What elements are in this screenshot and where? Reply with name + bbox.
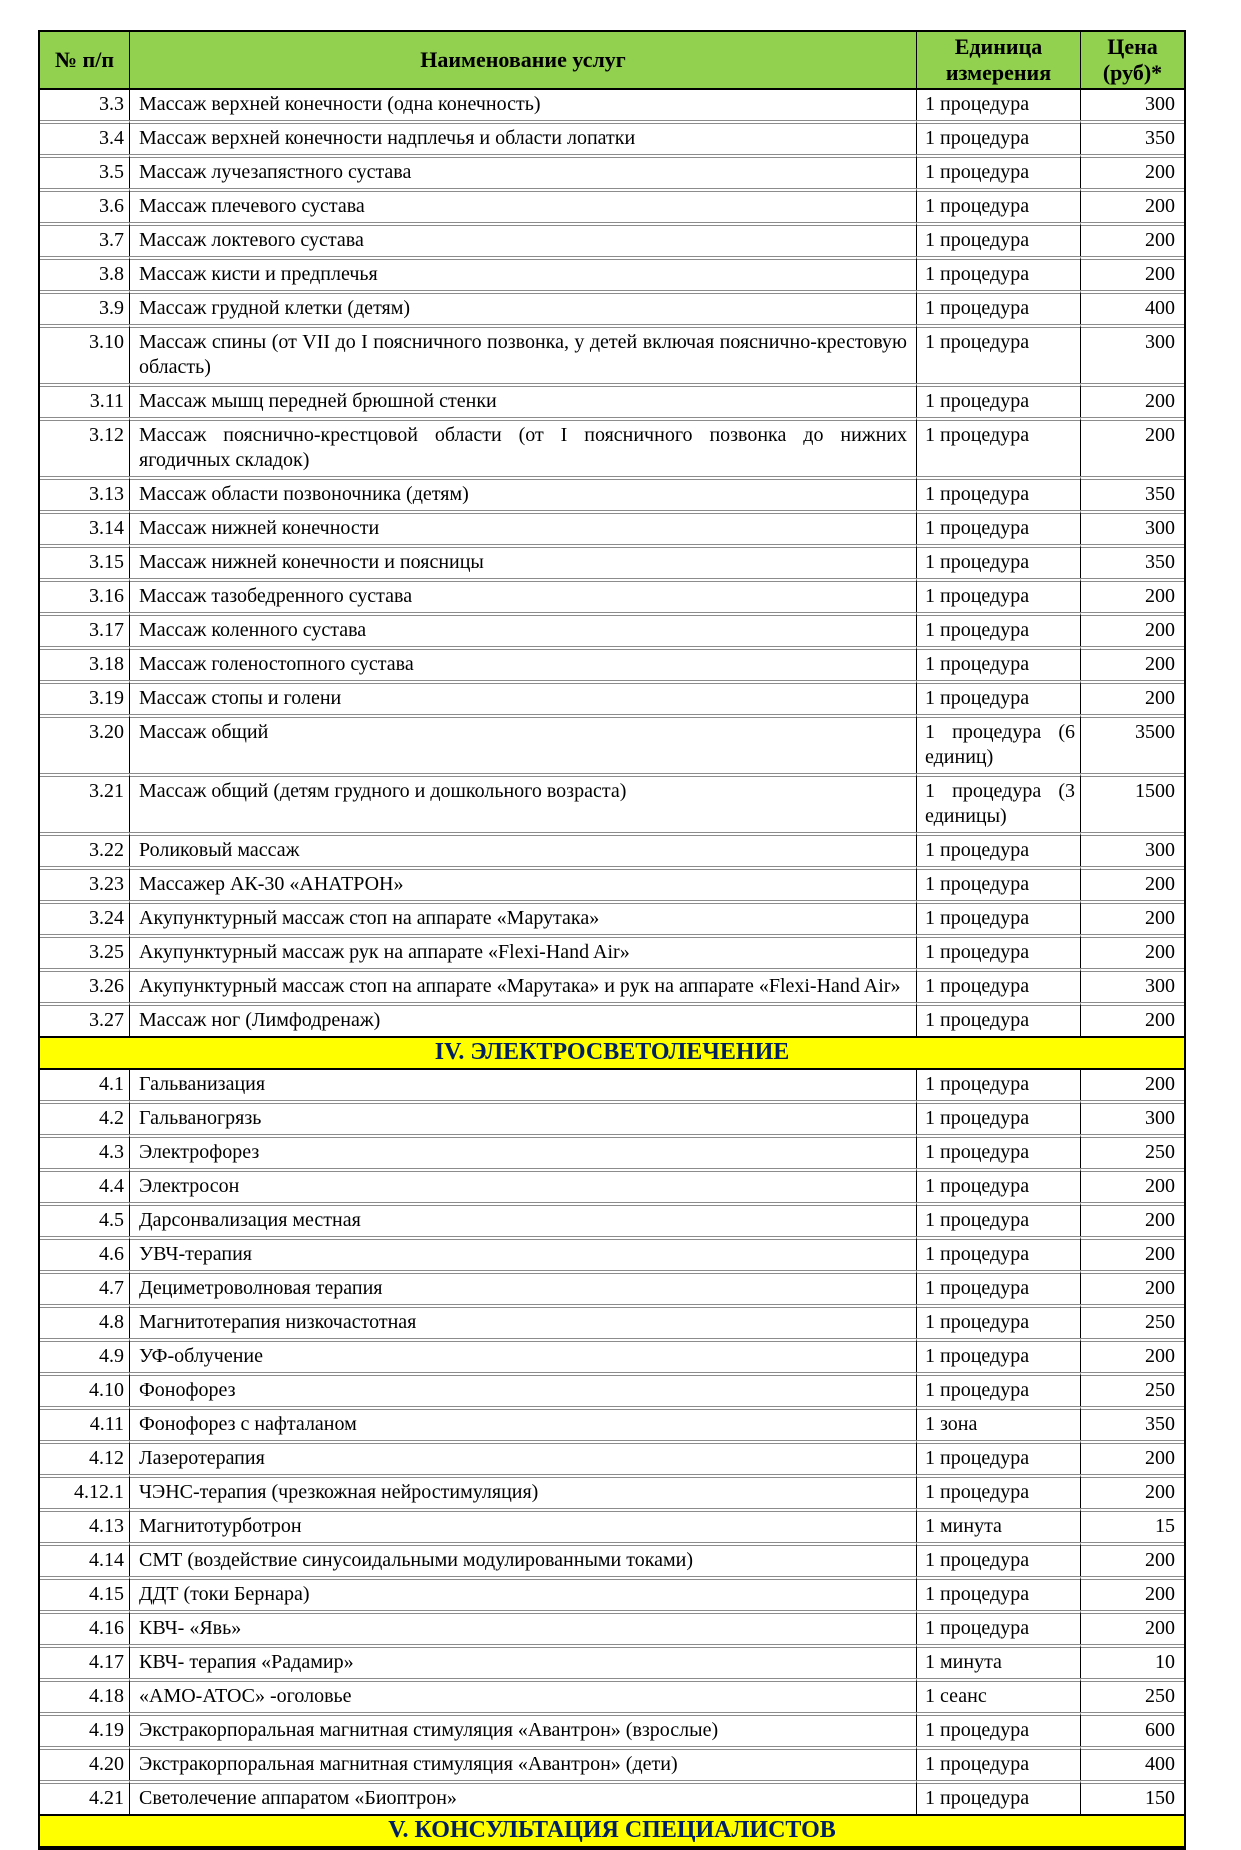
row-number: 3.3 [40, 90, 130, 120]
service-name: Массаж грудной клетки (детям) [130, 290, 917, 324]
price-value: 350 [1081, 120, 1184, 154]
service-name: Массаж голеностопного сустава [130, 646, 917, 680]
row-number: 4.16 [40, 1610, 130, 1644]
price-value: 200 [1081, 1542, 1184, 1576]
row-number: 4.9 [40, 1338, 130, 1372]
table-row [40, 1100, 1184, 1134]
service-name: КВЧ- «Явь» [130, 1610, 917, 1644]
table-row [40, 383, 1184, 417]
unit-of-measure: 1 процедура [917, 1270, 1081, 1304]
row-number: 3.16 [40, 578, 130, 612]
row-number: 3.19 [40, 680, 130, 714]
unit-of-measure: 1 процедура [917, 154, 1081, 188]
price-value: 350 [1081, 544, 1184, 578]
table-row [40, 773, 1184, 832]
service-name: СМТ (воздействие синусоидальными модулированными токами) [130, 1542, 917, 1576]
unit-of-measure: 1 процедура [917, 578, 1081, 612]
row-number: 4.8 [40, 1304, 130, 1338]
row-number: 4.11 [40, 1406, 130, 1440]
table-row [40, 1610, 1184, 1644]
column-header-price: Цена (руб)* [1081, 32, 1184, 90]
price-value: 300 [1081, 968, 1184, 1002]
service-name: Акупунктурный массаж рук на аппарате «Flexi-Hand Air» [130, 934, 917, 968]
service-name: Фонофорез [130, 1372, 917, 1406]
service-name: «АМО-АТОС» -оголовье [130, 1678, 917, 1712]
unit-of-measure: 1 процедура [917, 1236, 1081, 1270]
price-value: 200 [1081, 680, 1184, 714]
service-name: КВЧ- терапия «Радамир» [130, 1644, 917, 1678]
service-name: Электросон [130, 1168, 917, 1202]
price-value: 300 [1081, 510, 1184, 544]
service-name: Массажер АК-30 «АНАТРОН» [130, 866, 917, 900]
price-value: 250 [1081, 1678, 1184, 1712]
price-value: 200 [1081, 1474, 1184, 1508]
unit-of-measure: 1 процедура [917, 1542, 1081, 1576]
row-number: 3.13 [40, 476, 130, 510]
table-row [40, 510, 1184, 544]
service-name: Экстракорпоральная магнитная стимуляция «Авантрон» (взрослые) [130, 1712, 917, 1746]
table-row [40, 90, 1184, 120]
price-value: 200 [1081, 222, 1184, 256]
unit-of-measure: 1 процедура [917, 646, 1081, 680]
table-row [40, 1304, 1184, 1338]
service-name: Акупунктурный массаж стоп на аппарате «Марутака» и рук на аппарате «Flexi-Hand Air» [130, 968, 917, 1002]
table-row [40, 646, 1184, 680]
row-number: 3.26 [40, 968, 130, 1002]
price-value: 10 [1081, 1644, 1184, 1678]
row-number: 3.17 [40, 612, 130, 646]
table-row [40, 222, 1184, 256]
service-name: Массаж пояснично-крестцовой области (от I поясничного позвонка до нижних ягодичных складок) [130, 417, 917, 476]
unit-of-measure: 1 процедура (6 единиц) [917, 714, 1081, 773]
section-row [40, 1036, 1184, 1070]
service-name: УВЧ-терапия [130, 1236, 917, 1270]
row-number: 4.5 [40, 1202, 130, 1236]
price-value: 200 [1081, 934, 1184, 968]
service-name: ДДТ (токи Бернара) [130, 1576, 917, 1610]
row-number: 3.15 [40, 544, 130, 578]
table-row [40, 256, 1184, 290]
service-name: Массаж кисти и предплечья [130, 256, 917, 290]
service-name: Акупунктурный массаж стоп на аппарате «Марутака» [130, 900, 917, 934]
table-row [40, 578, 1184, 612]
unit-of-measure: 1 процедура [917, 1474, 1081, 1508]
service-name: Массаж области позвоночника (детям) [130, 476, 917, 510]
service-name: Массаж общий (детям грудного и дошкольного возраста) [130, 773, 917, 832]
unit-of-measure: 1 процедура [917, 832, 1081, 866]
price-value: 200 [1081, 1202, 1184, 1236]
table-row [40, 188, 1184, 222]
row-number: 4.6 [40, 1236, 130, 1270]
price-value: 400 [1081, 1746, 1184, 1780]
service-name: УФ-облучение [130, 1338, 917, 1372]
row-number: 4.17 [40, 1644, 130, 1678]
unit-of-measure: 1 процедура [917, 900, 1081, 934]
table-row [40, 968, 1184, 1002]
row-number: 3.21 [40, 773, 130, 832]
service-name: ЧЭНС-терапия (чрезкожная нейростимуляция) [130, 1474, 917, 1508]
row-number: 3.23 [40, 866, 130, 900]
table-row [40, 120, 1184, 154]
unit-of-measure: 1 процедура [917, 1002, 1081, 1036]
table-row [40, 1678, 1184, 1712]
service-name: Массаж ног (Лимфодренаж) [130, 1002, 917, 1036]
unit-of-measure: 1 процедура [917, 680, 1081, 714]
service-name: Магнитотурботрон [130, 1508, 917, 1542]
table-row [40, 1508, 1184, 1542]
row-number: 4.1 [40, 1070, 130, 1100]
price-value: 200 [1081, 256, 1184, 290]
price-value: 350 [1081, 1406, 1184, 1440]
unit-of-measure: 1 процедура [917, 1202, 1081, 1236]
service-name: Экстракорпоральная магнитная стимуляция «Авантрон» (дети) [130, 1746, 917, 1780]
price-value: 1500 [1081, 773, 1184, 832]
table-row [40, 866, 1184, 900]
unit-of-measure: 1 процедура [917, 1134, 1081, 1168]
table-row [40, 290, 1184, 324]
service-name: Фонофорез с нафталаном [130, 1406, 917, 1440]
price-value: 15 [1081, 1508, 1184, 1542]
price-value: 200 [1081, 578, 1184, 612]
unit-of-measure: 1 минута [917, 1644, 1081, 1678]
service-name: Массаж локтевого сустава [130, 222, 917, 256]
row-number: 4.10 [40, 1372, 130, 1406]
table-row [40, 1002, 1184, 1036]
row-number: 4.7 [40, 1270, 130, 1304]
unit-of-measure: 1 процедура [917, 256, 1081, 290]
row-number: 4.20 [40, 1746, 130, 1780]
table-row [40, 900, 1184, 934]
price-table [38, 30, 1186, 1850]
price-value: 300 [1145, 93, 1175, 115]
price-value: 600 [1081, 1712, 1184, 1746]
table-row [40, 714, 1184, 773]
section-title: IV. ЭЛЕКТРОСВЕТОЛЕЧЕНИЕ [40, 1036, 1184, 1070]
service-name: Массаж нижней конечности [130, 510, 917, 544]
service-name: Массаж коленного сустава [130, 612, 917, 646]
section-title: V. КОНСУЛЬТАЦИЯ СПЕЦИАЛИСТОВ [40, 1814, 1184, 1848]
price-value: 200 [1081, 1610, 1184, 1644]
row-number: 3.10 [40, 324, 130, 383]
service-name: Массаж нижней конечности и поясницы [130, 544, 917, 578]
table-row [40, 1542, 1184, 1576]
unit-of-measure: 1 процедура (3 единицы) [917, 773, 1081, 832]
unit-of-measure: 1 зона [917, 1406, 1081, 1440]
row-number: 3.7 [40, 222, 130, 256]
service-name: Массаж верхней конечности надплечья и области лопатки [130, 120, 917, 154]
page [0, 30, 1241, 1843]
unit-of-measure: 1 процедура [917, 188, 1081, 222]
price-value: 200 [1081, 612, 1184, 646]
table-row [40, 1644, 1184, 1678]
column-header-unit: Единица измерения [917, 32, 1081, 90]
table-row [40, 1236, 1184, 1270]
table-row [40, 1338, 1184, 1372]
unit-of-measure: 1 процедура [917, 1372, 1081, 1406]
price-value: 200 [1081, 1338, 1184, 1372]
price-value: 350 [1081, 476, 1184, 510]
unit-of-measure: 1 процедура [917, 968, 1081, 1002]
table-row [40, 1440, 1184, 1474]
table-row [40, 1070, 1184, 1100]
table-row [40, 612, 1184, 646]
table-row [40, 1168, 1184, 1202]
row-number: 4.12 [40, 1440, 130, 1474]
service-name: Гальваногрязь [130, 1100, 917, 1134]
service-name: Дарсонвализация местная [130, 1202, 917, 1236]
row-number: 3.14 [40, 510, 130, 544]
service-name: Массаж мышц передней брюшной стенки [130, 383, 917, 417]
table-row [40, 476, 1184, 510]
table-row [40, 417, 1184, 476]
row-number: 4.4 [40, 1168, 130, 1202]
table-row [40, 1372, 1184, 1406]
unit-of-measure: 1 процедура [917, 544, 1081, 578]
row-number: 4.15 [40, 1576, 130, 1610]
table-header [40, 32, 1184, 90]
price-value: 200 [1081, 1236, 1184, 1270]
table-row [40, 544, 1184, 578]
table-row [40, 1406, 1184, 1440]
row-number: 3.24 [40, 900, 130, 934]
unit-of-measure: 1 процедура [917, 510, 1081, 544]
price-value: 200 [1081, 1270, 1184, 1304]
table-row [40, 680, 1184, 714]
unit-of-measure: 1 процедура [917, 934, 1081, 968]
table-row [40, 1474, 1184, 1508]
price-value: 200 [1145, 1073, 1175, 1095]
price-value: 150 [1081, 1780, 1184, 1814]
unit-of-measure: 1 процедура [917, 476, 1081, 510]
table-row [40, 154, 1184, 188]
row-number: 3.6 [40, 188, 130, 222]
service-name: Магнитотерапия низкочастотная [130, 1304, 917, 1338]
price-value: 200 [1081, 900, 1184, 934]
price-value: 250 [1081, 1304, 1184, 1338]
price-value: 200 [1081, 417, 1184, 476]
table-row [40, 1780, 1184, 1814]
row-number: 3.22 [40, 832, 130, 866]
service-name: Массаж верхней конечности (одна конечность) [130, 90, 917, 120]
unit-of-measure: 1 процедура [917, 1070, 1081, 1100]
unit-of-measure: 1 процедура [917, 90, 1081, 120]
row-number: 4.13 [40, 1508, 130, 1542]
price-value: 300 [1081, 832, 1184, 866]
unit-of-measure: 1 процедура [917, 1610, 1081, 1644]
price-value: 200 [1081, 383, 1184, 417]
unit-of-measure: 1 процедура [917, 324, 1081, 383]
row-number: 4.12.1 [40, 1474, 130, 1508]
price-value: 250 [1081, 1134, 1184, 1168]
column-header-num: № п/п [40, 32, 130, 90]
unit-of-measure: 1 минута [917, 1508, 1081, 1542]
service-name: Электрофорез [130, 1134, 917, 1168]
row-number: 3.4 [40, 120, 130, 154]
row-number: 4.2 [40, 1100, 130, 1134]
unit-of-measure: 1 процедура [917, 1712, 1081, 1746]
service-name: Массаж плечевого сустава [130, 188, 917, 222]
price-value: 200 [1081, 646, 1184, 680]
row-number: 4.3 [40, 1134, 130, 1168]
row-number: 3.9 [40, 290, 130, 324]
price-value: 200 [1081, 866, 1184, 900]
row-number: 4.14 [40, 1542, 130, 1576]
price-value: 200 [1081, 1168, 1184, 1202]
unit-of-measure: 1 процедура [917, 1440, 1081, 1474]
price-value: 200 [1081, 188, 1184, 222]
service-name: Гальванизация [130, 1070, 917, 1100]
table-row [40, 1134, 1184, 1168]
row-number: 3.12 [40, 417, 130, 476]
service-name: Массаж общий [130, 714, 917, 773]
table-header-row [40, 32, 1184, 90]
row-number: 3.25 [40, 934, 130, 968]
unit-of-measure: 1 процедура [917, 290, 1081, 324]
table-row [40, 1712, 1184, 1746]
service-name: Массаж стопы и голени [130, 680, 917, 714]
price-value: 300 [1081, 1100, 1184, 1134]
row-number: 4.19 [40, 1712, 130, 1746]
unit-of-measure: 1 процедура [917, 1100, 1081, 1134]
row-number: 4.18 [40, 1678, 130, 1712]
row-number: 3.8 [40, 256, 130, 290]
column-header-name: Наименование услуг [130, 32, 917, 90]
price-value: 3500 [1081, 714, 1184, 773]
price-value: 300 [1081, 324, 1184, 383]
service-name: Роликовый массаж [130, 832, 917, 866]
row-number: 3.20 [40, 714, 130, 773]
unit-of-measure: 1 процедура [917, 1168, 1081, 1202]
price-value: 250 [1081, 1372, 1184, 1406]
price-value: 200 [1081, 154, 1184, 188]
row-number: 4.21 [40, 1780, 130, 1814]
unit-of-measure: 1 процедура [917, 1746, 1081, 1780]
unit-of-measure: 1 процедура [917, 1576, 1081, 1610]
row-number: 3.5 [40, 154, 130, 188]
table-row [40, 1576, 1184, 1610]
unit-of-measure: 1 процедура [917, 866, 1081, 900]
service-name: Массаж тазобедренного сустава [130, 578, 917, 612]
row-number: 3.11 [40, 383, 130, 417]
service-name: Светолечение аппаратом «Биоптрон» [130, 1780, 917, 1814]
table-row [40, 324, 1184, 383]
price-value: 200 [1081, 1002, 1184, 1036]
table-row [40, 832, 1184, 866]
row-number: 3.18 [40, 646, 130, 680]
service-name: Массаж спины (от VII до I поясничного позвонка, у детей включая пояснично-крестовую область) [130, 324, 917, 383]
unit-of-measure: 1 сеанс [917, 1678, 1081, 1712]
unit-of-measure: 1 процедура [917, 612, 1081, 646]
price-value: 200 [1081, 1440, 1184, 1474]
table-row [40, 934, 1184, 968]
price-value: 400 [1081, 290, 1184, 324]
price-value: 200 [1081, 1576, 1184, 1610]
unit-of-measure: 1 процедура [917, 120, 1081, 154]
service-name: Дециметроволновая терапия [130, 1270, 917, 1304]
row-number: 3.27 [40, 1002, 130, 1036]
unit-of-measure: 1 процедура [917, 417, 1081, 476]
service-name: Лазеротерапия [130, 1440, 917, 1474]
table-row [40, 1202, 1184, 1236]
unit-of-measure: 1 процедура [917, 1338, 1081, 1372]
unit-of-measure: 1 процедура [917, 383, 1081, 417]
unit-of-measure: 1 процедура [917, 1780, 1081, 1814]
table-row [40, 1746, 1184, 1780]
table-row [40, 1270, 1184, 1304]
unit-of-measure: 1 процедура [917, 1304, 1081, 1338]
service-name: Массаж лучезапястного сустава [130, 154, 917, 188]
price-table-body [40, 90, 1184, 1848]
section-row [40, 1814, 1184, 1848]
unit-of-measure: 1 процедура [917, 222, 1081, 256]
